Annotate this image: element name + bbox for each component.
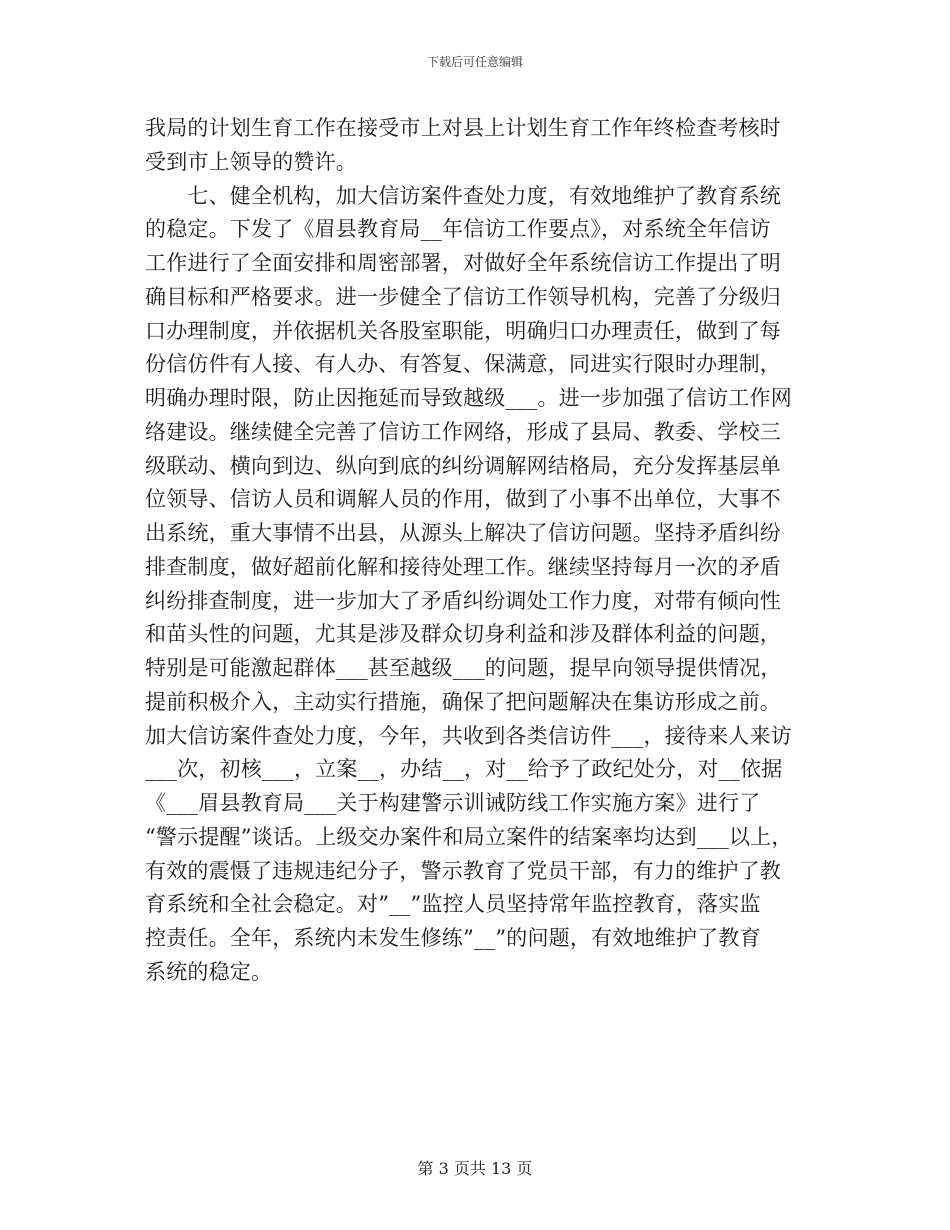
text-line: 确目标和严格要求。进一步健全了信访工作领导机构，完善了分级归	[145, 284, 781, 309]
text-line: ___次，初核___，立案__，办结__，对__给予了政纪处分，对__依据	[145, 757, 783, 782]
text-line: 我局的计划生育工作在接受市上对县上计划生育工作年终检查考核时	[145, 116, 781, 140]
text-line: 络建设。继续健全完善了信访工作网络，形成了县局、教委、学校三	[145, 419, 781, 444]
page-header: 下载后可任意编辑	[426, 55, 523, 69]
text-line: 特别是可能激起群体___甚至越级___的问题，提早向领导提供情况，	[145, 656, 782, 680]
text-line: 工作进行了全面安排和周密部署，对做好全年系统信访工作提出了明	[145, 251, 781, 275]
text-line: 受到市上领导的赞许。	[145, 149, 357, 174]
text-line: 份信仿件有人接、有人办、有答复、保满意，同进实行限时办理制，	[145, 352, 781, 377]
text-line: 口办理制度，并依据机关各股室职能，明确归口办理责任，做到了每	[145, 318, 781, 343]
document-body	[145, 112, 825, 990]
text-line: 明确办理时限，防止因拖延而导致越级___。进一步加强了信访工作网	[145, 386, 792, 410]
text-line: 位领导、信访人员和调解人员的作用，做到了小事不出单位，大事不	[145, 487, 781, 512]
text-line: 控责任。全年，系统内未发生修练”__”的问题，有效地维护了教育	[145, 926, 761, 950]
text-line: 加大信访案件查处力度，今年，共收到各类信访件___，接待来人来访	[145, 723, 792, 748]
text-line: 提前积极介入，主动实行措施，确保了把问题解决在集访形成之前。	[145, 689, 781, 714]
text-line: 排查制度，做好超前化解和接待处理工作。继续坚持每月一次的矛盾	[145, 554, 781, 579]
text-line: 有效的震慑了违规违纪分子，警示教育了党员干部，有力的维护了教	[145, 858, 781, 883]
text-line: 级联动、横向到边、纵向到底的纠纷调解网结格局，充分发挥基层单	[145, 453, 781, 478]
text-line: 七、健全机构，加大信访案件查处力度，有效地维护了教育系统	[145, 183, 781, 208]
text-line: 和苗头性的问题，尤其是涉及群众切身利益和涉及群体利益的问题，	[145, 622, 781, 647]
page-footer: 第 3 页共 13 页	[417, 1159, 533, 1178]
text-line: 出系统，重大事情不出县，从源头上解决了信访问题。坚持矛盾纠纷	[145, 521, 781, 545]
text-line: 纠纷排查制度，进一步加大了矛盾纠纷调处工作力度，对带有倾向性	[145, 588, 781, 613]
text-line: 育系统和全社会稳定。对”__”监控人员坚持常年监控教育，落实监	[145, 892, 761, 917]
text-line: 《___眉县教育局___关于构建警示训诫防线工作实施方案》进行了	[145, 791, 761, 815]
text-line: 的稳定。下发了《眉县教育局__年信访工作要点》，对系统全年信访	[145, 217, 771, 242]
text-line: “警示提醒”谈话。上级交办案件和局立案件的结案率均达到___以上，	[145, 824, 793, 849]
text-line: 系统的稳定。	[145, 959, 273, 984]
